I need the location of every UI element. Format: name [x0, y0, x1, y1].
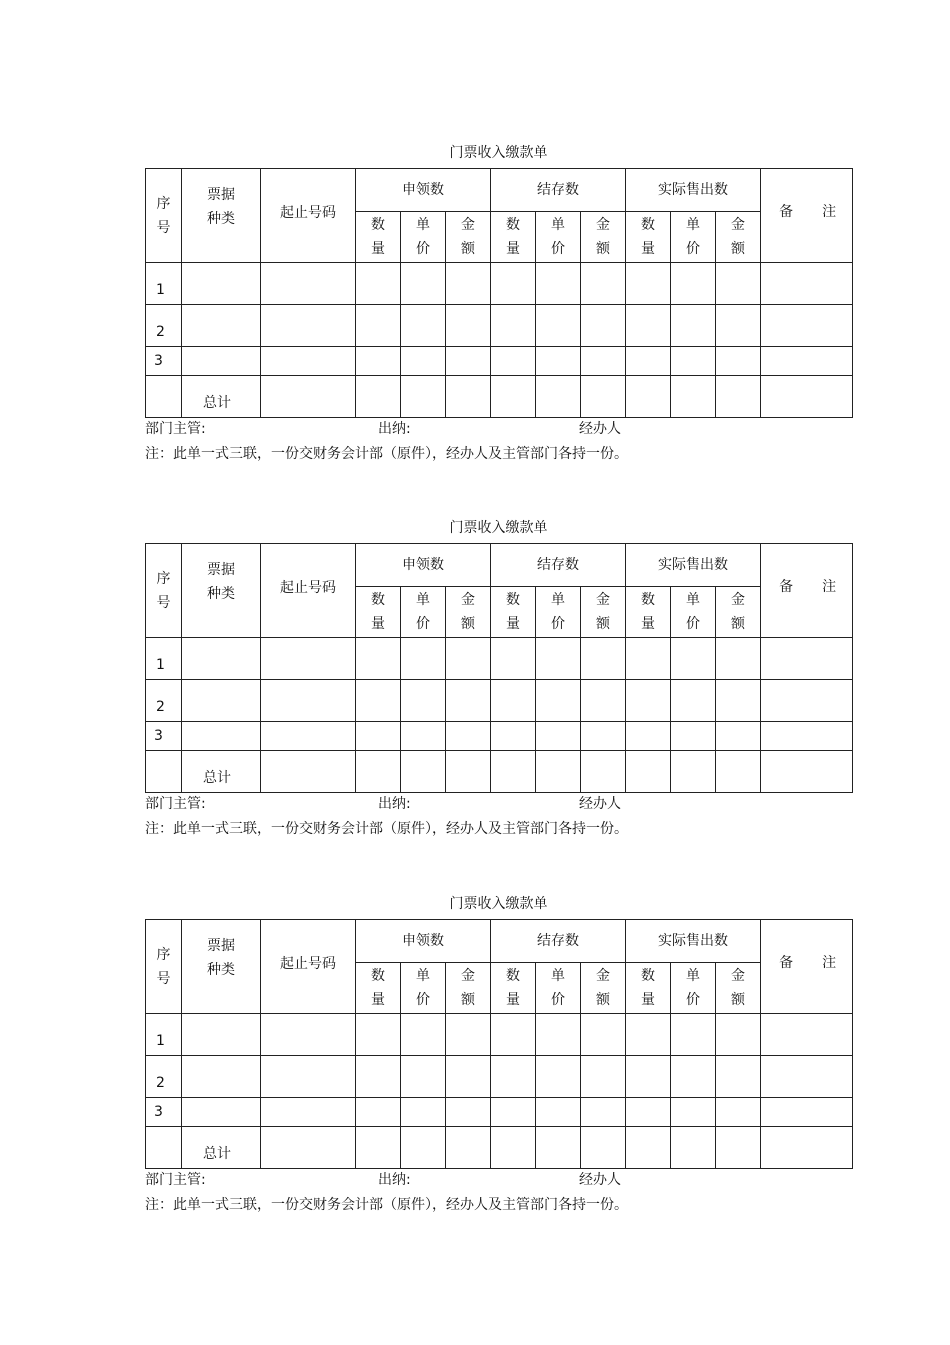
header-actual-sold: 实际售出数: [626, 169, 761, 212]
empty-cell[interactable]: [716, 376, 761, 418]
empty-cell[interactable]: [401, 1056, 446, 1098]
empty-cell[interactable]: [671, 680, 716, 722]
empty-cell[interactable]: [581, 722, 626, 751]
sub-header-cell: 金 额: [446, 212, 491, 263]
empty-cell[interactable]: [536, 680, 581, 722]
empty-cell[interactable]: [356, 376, 401, 418]
empty-cell[interactable]: [626, 751, 671, 793]
empty-cell[interactable]: [491, 1056, 536, 1098]
empty-cell[interactable]: [716, 347, 761, 376]
sub-header-cell: 单 价: [536, 963, 581, 1014]
empty-cell[interactable]: [716, 1127, 761, 1169]
form-table: [145, 919, 853, 1169]
sub-header-cell: 单 价: [401, 587, 446, 638]
empty-cell[interactable]: [581, 638, 626, 680]
empty-cell[interactable]: [446, 1127, 491, 1169]
empty-cell[interactable]: [446, 1056, 491, 1098]
header-actual-sold: 实际售出数: [626, 544, 761, 587]
empty-cell[interactable]: [261, 263, 356, 305]
form-table: [145, 543, 853, 793]
header-applied-quantity: 申领数: [356, 544, 491, 587]
empty-cell[interactable]: [446, 376, 491, 418]
empty-cell[interactable]: [761, 376, 853, 418]
empty-cell[interactable]: [261, 305, 356, 347]
sub-header-cell: 数 量: [356, 212, 401, 263]
empty-cell[interactable]: [626, 722, 671, 751]
empty-cell[interactable]: [761, 1127, 853, 1169]
empty-cell[interactable]: [401, 1014, 446, 1056]
dept-head-signature: 部门主管:: [145, 1172, 206, 1188]
sub-header-cell: 金 额: [446, 963, 491, 1014]
empty-cell[interactable]: [491, 305, 536, 347]
empty-cell[interactable]: [401, 680, 446, 722]
header-balance-quantity: 结存数: [491, 920, 626, 963]
form-note: 注：此单一式三联，一份交财务会计部（原件），经办人及主管部门各持一份。: [145, 446, 628, 462]
row-number: 2: [146, 680, 182, 722]
empty-cell[interactable]: [261, 722, 356, 751]
table-row: [146, 1098, 853, 1127]
empty-cell[interactable]: [261, 1014, 356, 1056]
dept-head-signature: 部门主管:: [145, 796, 206, 812]
empty-cell[interactable]: [761, 638, 853, 680]
header-balance-quantity: 结存数: [491, 169, 626, 212]
empty-cell[interactable]: [356, 1127, 401, 1169]
empty-cell[interactable]: [626, 638, 671, 680]
sub-header-cell: 数 量: [626, 963, 671, 1014]
empty-cell[interactable]: [671, 1127, 716, 1169]
header-number-range: 起止号码: [261, 544, 356, 638]
empty-cell[interactable]: [536, 263, 581, 305]
empty-cell[interactable]: [446, 1098, 491, 1127]
empty-cell[interactable]: [491, 722, 536, 751]
empty-cell[interactable]: [671, 347, 716, 376]
empty-cell[interactable]: [626, 1098, 671, 1127]
empty-cell[interactable]: [626, 347, 671, 376]
sub-header-cell: 金 额: [716, 212, 761, 263]
empty-cell[interactable]: [626, 376, 671, 418]
empty-cell[interactable]: [446, 680, 491, 722]
ticket-income-form: [145, 145, 852, 462]
empty-cell[interactable]: [761, 1098, 853, 1127]
empty-cell[interactable]: [581, 376, 626, 418]
row-number: 1: [146, 263, 182, 305]
empty-cell[interactable]: [356, 722, 401, 751]
empty-cell[interactable]: [491, 638, 536, 680]
sub-header-cell: 单 价: [536, 212, 581, 263]
total-row: [146, 1127, 853, 1169]
empty-cell[interactable]: [536, 751, 581, 793]
header-applied-quantity: 申领数: [356, 920, 491, 963]
sub-header-cell: 单 价: [671, 212, 716, 263]
form-title: 门票收入缴款单: [449, 896, 548, 912]
empty-cell[interactable]: [671, 751, 716, 793]
header-remarks: 备 注: [761, 920, 853, 1014]
empty-cell[interactable]: [261, 376, 356, 418]
empty-cell[interactable]: [401, 751, 446, 793]
empty-cell[interactable]: [671, 1056, 716, 1098]
form-title: 门票收入缴款单: [449, 145, 548, 161]
empty-cell[interactable]: [626, 680, 671, 722]
table-row: [146, 1014, 853, 1056]
empty-cell[interactable]: [401, 1098, 446, 1127]
empty-cell[interactable]: [761, 1014, 853, 1056]
empty-cell[interactable]: [261, 347, 356, 376]
empty-cell[interactable]: [182, 305, 261, 347]
header-seq: 序 号: [146, 169, 182, 263]
empty-cell[interactable]: [446, 751, 491, 793]
cashier-signature: 出纳:: [378, 1172, 411, 1188]
empty-cell[interactable]: [536, 1127, 581, 1169]
header-ticket-type: 票据 种类: [182, 920, 261, 1014]
empty-cell[interactable]: [261, 638, 356, 680]
empty-cell[interactable]: [581, 1056, 626, 1098]
sub-header-cell: 数 量: [491, 212, 536, 263]
empty-cell[interactable]: [446, 305, 491, 347]
empty-cell[interactable]: [581, 680, 626, 722]
empty-cell[interactable]: [716, 263, 761, 305]
empty-cell[interactable]: [261, 1127, 356, 1169]
table-row: [146, 347, 853, 376]
empty-cell[interactable]: [491, 751, 536, 793]
empty-cell[interactable]: [581, 347, 626, 376]
sub-header-cell: 金 额: [716, 587, 761, 638]
sub-header-cell: 单 价: [401, 212, 446, 263]
form-title: 门票收入缴款单: [449, 520, 548, 536]
table-row: [146, 680, 853, 722]
empty-cell[interactable]: [581, 263, 626, 305]
sub-header-cell: 金 额: [581, 963, 626, 1014]
empty-cell[interactable]: [401, 263, 446, 305]
handler-signature: 经办人: [579, 1172, 621, 1188]
empty-cell[interactable]: [716, 1056, 761, 1098]
empty-cell[interactable]: [761, 1056, 853, 1098]
empty-cell[interactable]: [356, 305, 401, 347]
header-actual-sold: 实际售出数: [626, 920, 761, 963]
empty-cell[interactable]: [356, 347, 401, 376]
empty-cell[interactable]: [581, 751, 626, 793]
table-row: [146, 722, 853, 751]
empty-cell[interactable]: [401, 376, 446, 418]
empty-cell[interactable]: [581, 1127, 626, 1169]
table-row: [146, 638, 853, 680]
table-row: [146, 305, 853, 347]
sub-header-cell: 金 额: [581, 212, 626, 263]
header-remarks: 备 注: [761, 169, 853, 263]
empty-cell[interactable]: [446, 347, 491, 376]
sub-header-cell: 数 量: [491, 963, 536, 1014]
empty-cell[interactable]: [671, 638, 716, 680]
empty-cell[interactable]: [182, 263, 261, 305]
sub-header-cell: 数 量: [626, 212, 671, 263]
empty-cell[interactable]: [716, 680, 761, 722]
empty-cell[interactable]: [356, 751, 401, 793]
sub-header-cell: 单 价: [671, 963, 716, 1014]
empty-cell[interactable]: [761, 722, 853, 751]
header-ticket-type: 票据 种类: [182, 544, 261, 638]
empty-cell[interactable]: [182, 1056, 261, 1098]
handler-signature: 经办人: [579, 421, 621, 437]
sub-header-cell: 单 价: [671, 587, 716, 638]
row-number: 1: [146, 1014, 182, 1056]
sub-header-cell: 数 量: [356, 963, 401, 1014]
empty-cell[interactable]: [671, 722, 716, 751]
empty-cell[interactable]: [716, 638, 761, 680]
empty-cell[interactable]: [536, 1098, 581, 1127]
empty-cell[interactable]: [716, 722, 761, 751]
header-number-range: 起止号码: [261, 169, 356, 263]
empty-cell[interactable]: [261, 751, 356, 793]
dept-head-signature: 部门主管:: [145, 421, 206, 437]
empty-cell[interactable]: [491, 680, 536, 722]
header-seq: 序 号: [146, 920, 182, 1014]
empty-cell[interactable]: [536, 722, 581, 751]
empty-cell[interactable]: [626, 1127, 671, 1169]
empty-cell[interactable]: [261, 1056, 356, 1098]
empty-cell[interactable]: [401, 1127, 446, 1169]
empty-cell[interactable]: [671, 263, 716, 305]
empty-cell[interactable]: [716, 305, 761, 347]
header-applied-quantity: 申领数: [356, 169, 491, 212]
form-table: [145, 168, 853, 418]
header-number-range: 起止号码: [261, 920, 356, 1014]
handler-signature: 经办人: [579, 796, 621, 812]
sub-header-cell: 金 额: [446, 587, 491, 638]
empty-cell[interactable]: [761, 751, 853, 793]
empty-cell[interactable]: [356, 1098, 401, 1127]
empty-cell[interactable]: [446, 1014, 491, 1056]
empty-cell[interactable]: [626, 263, 671, 305]
empty-cell[interactable]: [182, 347, 261, 376]
empty-cell[interactable]: [182, 638, 261, 680]
empty-cell[interactable]: [626, 1014, 671, 1056]
row-number: 2: [146, 305, 182, 347]
header-ticket-type: 票据 种类: [182, 169, 261, 263]
sub-header-cell: 数 量: [491, 587, 536, 638]
empty-cell[interactable]: [581, 305, 626, 347]
header-seq: 序 号: [146, 544, 182, 638]
sub-header-cell: 数 量: [626, 587, 671, 638]
sub-header-cell: 数 量: [356, 587, 401, 638]
empty-cell[interactable]: [446, 638, 491, 680]
total-label: 总计: [182, 751, 261, 793]
sub-header-cell: 金 额: [581, 587, 626, 638]
cashier-signature: 出纳:: [378, 421, 411, 437]
empty-cell[interactable]: [536, 305, 581, 347]
row-number: 3: [146, 347, 182, 376]
form-note: 注：此单一式三联，一份交财务会计部（原件），经办人及主管部门各持一份。: [145, 1197, 628, 1213]
row-number: 1: [146, 638, 182, 680]
empty-cell[interactable]: [146, 376, 182, 418]
empty-cell[interactable]: [146, 1127, 182, 1169]
empty-cell[interactable]: [401, 638, 446, 680]
empty-cell[interactable]: [626, 305, 671, 347]
empty-cell[interactable]: [491, 1014, 536, 1056]
empty-cell[interactable]: [182, 1098, 261, 1127]
form-note: 注：此单一式三联，一份交财务会计部（原件），经办人及主管部门各持一份。: [145, 821, 628, 837]
empty-cell[interactable]: [401, 347, 446, 376]
empty-cell[interactable]: [261, 1098, 356, 1127]
sub-header-cell: 单 价: [401, 963, 446, 1014]
empty-cell[interactable]: [716, 1014, 761, 1056]
empty-cell[interactable]: [536, 376, 581, 418]
row-number: 3: [146, 722, 182, 751]
empty-cell[interactable]: [581, 1098, 626, 1127]
total-row: [146, 751, 853, 793]
empty-cell[interactable]: [491, 263, 536, 305]
ticket-income-form: [145, 896, 852, 1213]
total-label: 总计: [182, 1127, 261, 1169]
empty-cell[interactable]: [182, 1014, 261, 1056]
empty-cell[interactable]: [491, 376, 536, 418]
empty-cell[interactable]: [716, 751, 761, 793]
header-remarks: 备 注: [761, 544, 853, 638]
empty-cell[interactable]: [536, 638, 581, 680]
empty-cell[interactable]: [671, 1098, 716, 1127]
table-row: [146, 263, 853, 305]
empty-cell[interactable]: [401, 722, 446, 751]
total-row: [146, 376, 853, 418]
empty-cell[interactable]: [446, 722, 491, 751]
empty-cell[interactable]: [761, 347, 853, 376]
empty-cell[interactable]: [671, 376, 716, 418]
empty-cell[interactable]: [761, 680, 853, 722]
ticket-income-form: [145, 520, 852, 837]
empty-cell[interactable]: [182, 680, 261, 722]
empty-cell[interactable]: [626, 1056, 671, 1098]
empty-cell[interactable]: [146, 751, 182, 793]
sub-header-cell: 单 价: [536, 587, 581, 638]
empty-cell[interactable]: [671, 1014, 716, 1056]
row-number: 3: [146, 1098, 182, 1127]
empty-cell[interactable]: [536, 347, 581, 376]
row-number: 2: [146, 1056, 182, 1098]
empty-cell[interactable]: [446, 263, 491, 305]
empty-cell[interactable]: [491, 1098, 536, 1127]
empty-cell[interactable]: [491, 1127, 536, 1169]
empty-cell[interactable]: [182, 722, 261, 751]
empty-cell[interactable]: [356, 1056, 401, 1098]
sub-header-cell: 金 额: [716, 963, 761, 1014]
empty-cell[interactable]: [536, 1014, 581, 1056]
empty-cell[interactable]: [716, 1098, 761, 1127]
cashier-signature: 出纳:: [378, 796, 411, 812]
empty-cell[interactable]: [491, 347, 536, 376]
empty-cell[interactable]: [261, 680, 356, 722]
empty-cell[interactable]: [401, 305, 446, 347]
empty-cell[interactable]: [356, 638, 401, 680]
empty-cell[interactable]: [356, 263, 401, 305]
empty-cell[interactable]: [581, 1014, 626, 1056]
empty-cell[interactable]: [356, 680, 401, 722]
header-balance-quantity: 结存数: [491, 544, 626, 587]
empty-cell[interactable]: [671, 305, 716, 347]
empty-cell[interactable]: [761, 305, 853, 347]
empty-cell[interactable]: [536, 1056, 581, 1098]
empty-cell[interactable]: [356, 1014, 401, 1056]
total-label: 总计: [182, 376, 261, 418]
table-row: [146, 1056, 853, 1098]
empty-cell[interactable]: [761, 263, 853, 305]
